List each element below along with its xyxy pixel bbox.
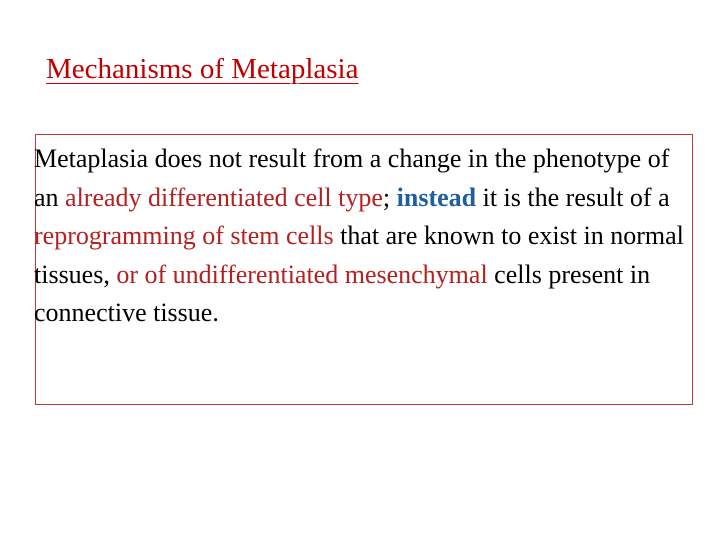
body-text-segment: Metaplasia does not result from a change in the phenotype of an [34,144,670,212]
highlight-already-differentiated: already differentiated cell type [65,182,383,212]
body-text-segment: that are known to exist in normal tissues, [34,221,684,289]
highlight-reprogramming: reprogramming of stem cells [34,221,334,250]
body-text-segment: it is the result of a [476,182,670,212]
body-text-segment: cells present in connective tissue. [34,259,651,327]
body-text [34,140,684,333]
highlight-instead: instead [396,182,477,212]
highlight-undifferentiated: or of undifferentiated mesenchymal [116,259,488,289]
body-text-segment: ; [382,182,397,212]
slide-title: Mechanisms of Metaplasia [46,53,359,85]
